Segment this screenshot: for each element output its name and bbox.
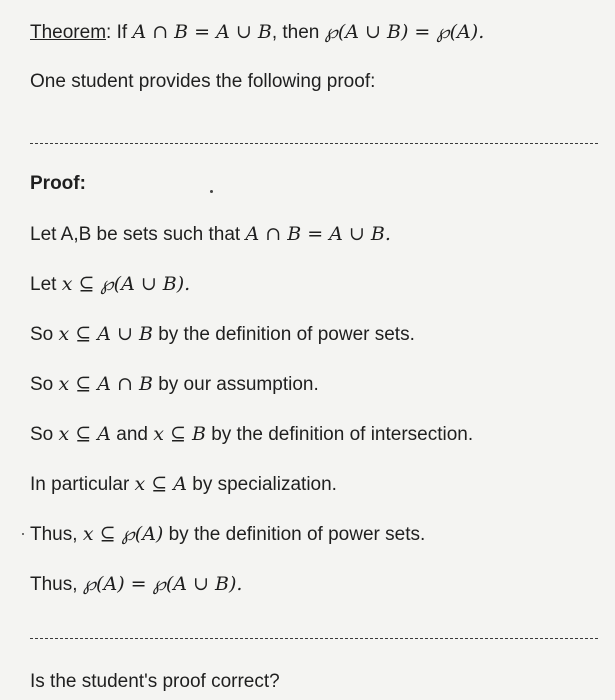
proof-line-math: A ∩ B = A ∪ B.: [245, 223, 391, 245]
proof-line-math: x ⊆ ℘(A): [82, 523, 164, 545]
proof-line: [30, 322, 415, 347]
theorem-prefix: : If: [106, 22, 133, 43]
proof-line-math: ℘(A) = ℘(A ∪ B).: [82, 573, 243, 595]
theorem-hypothesis: A ∩ B = A ∪ B: [132, 21, 272, 43]
scan-speck: [210, 190, 213, 193]
proof-line-text: Let A,B be sets such that: [30, 224, 246, 245]
proof-line-text: So: [30, 374, 59, 395]
proof-line-math: x ⊆ A: [134, 473, 187, 495]
proof-line-justification: by our assumption.: [152, 374, 319, 395]
theorem-mid: , then: [271, 22, 325, 43]
proof-line-text: So: [30, 324, 59, 345]
proof-line: [30, 372, 319, 397]
bottom-divider: [30, 638, 598, 639]
proof-line: [30, 472, 337, 497]
proof-line-text: Thus,: [30, 524, 83, 545]
proof-line: [30, 572, 242, 597]
proof-line-justification: by the definition of intersection.: [205, 424, 474, 445]
theorem-label: Theorem: [30, 22, 107, 43]
proof-line-justification: by the definition of power sets.: [163, 524, 426, 545]
proof-line: [30, 272, 190, 297]
proof-line-text: Let: [30, 274, 62, 295]
scan-speck: [22, 533, 24, 535]
proof-line-math: x ⊆ A ∩ B: [58, 373, 153, 395]
proof-line-math: x ⊆ B: [153, 423, 206, 445]
proof-line: [30, 522, 425, 547]
question-text: Is the student's proof correct?: [30, 671, 280, 692]
intro-text: One student provides the following proof:: [30, 71, 376, 92]
proof-line-math: x ⊆ A: [58, 423, 111, 445]
proof-line-text: Thus,: [30, 574, 83, 595]
top-divider: [30, 143, 598, 144]
proof-line: [30, 422, 473, 447]
proof-line-justification: by the definition of power sets.: [152, 324, 415, 345]
theorem-statement: [30, 20, 484, 45]
theorem-conclusion: ℘(A ∪ B) = ℘(A).: [324, 21, 485, 43]
proof-line-text: So: [30, 424, 59, 445]
proof-line-math: x ⊆ A ∪ B: [58, 323, 153, 345]
proof-line: [30, 222, 391, 247]
proof-line-justification: by specialization.: [186, 474, 337, 495]
proof-line-math: x ⊆ ℘(A ∪ B).: [61, 273, 191, 295]
proof-heading: Proof:: [30, 173, 86, 194]
proof-line-connector: and: [110, 424, 154, 445]
proof-line-text: In particular: [30, 474, 135, 495]
